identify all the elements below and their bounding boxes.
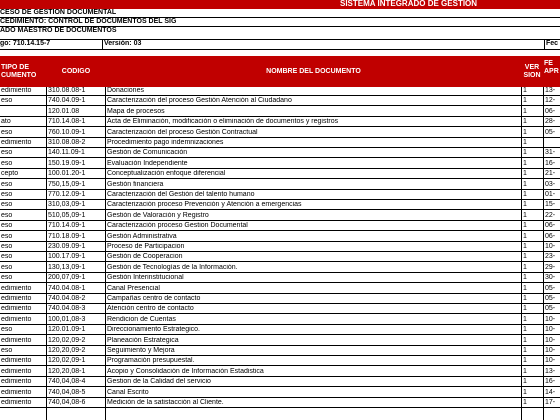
cell-document-name: Gestion de la Calidad del servicio bbox=[107, 378, 211, 386]
cell-version: 1 bbox=[523, 180, 527, 188]
table-row[interactable] bbox=[0, 285, 560, 294]
cell-version: 1 bbox=[523, 357, 527, 365]
cell-version: 1 bbox=[523, 305, 527, 313]
system-title-bar bbox=[0, 0, 560, 9]
cell-document-type: cepto bbox=[1, 170, 19, 178]
cell-document-type: eso bbox=[1, 191, 13, 198]
column-header-code: CODIGO bbox=[61, 68, 91, 75]
cell-code: 100,01,08-3 bbox=[48, 315, 86, 323]
cell-version: 1 bbox=[523, 367, 527, 375]
cell-code: 750,15,09-1 bbox=[48, 180, 86, 188]
system-title: SISTEMA INTEGRADO DE GESTION bbox=[340, 0, 478, 8]
table-row[interactable] bbox=[0, 181, 560, 190]
cell-approval-date: 30- bbox=[545, 274, 556, 282]
cell-document-type: eso bbox=[1, 97, 13, 105]
cell-approval-date: 05- bbox=[545, 305, 556, 313]
cell-document-name: Gestión de Tecnologías de la Información. bbox=[107, 263, 238, 271]
cell-approval-date: 17- bbox=[545, 399, 556, 406]
cell-version: 1 bbox=[523, 295, 527, 302]
cell-document-type: edimiento bbox=[1, 388, 32, 396]
cell-approval-date: 16- bbox=[545, 159, 556, 167]
cell-code: 120,02,09-1 bbox=[48, 357, 86, 365]
table-row[interactable] bbox=[0, 191, 560, 200]
cell-version: 1 bbox=[523, 399, 527, 406]
cell-document-type: edimiento bbox=[1, 336, 32, 344]
table-row[interactable] bbox=[0, 389, 560, 398]
column-header-approval-date: FE APR bbox=[544, 60, 559, 75]
cell-document-name: Evaluación Independiente bbox=[107, 159, 188, 167]
cell-approval-date: 10- bbox=[545, 336, 556, 344]
cell-document-name: Gestión de Valoración y Registro bbox=[107, 211, 209, 219]
cell-approval-date: 06- bbox=[545, 107, 556, 115]
cell-version: 1 bbox=[523, 191, 527, 198]
cell-document-name: Gestión de Cooperacion bbox=[107, 253, 183, 261]
cell-document-name: Proceso de Participacion bbox=[107, 243, 185, 250]
cell-document-type: eso bbox=[1, 253, 13, 261]
table-row[interactable] bbox=[0, 357, 560, 366]
cell-version: 1 bbox=[523, 263, 527, 271]
cell-code: 740,04,08-5 bbox=[48, 388, 86, 396]
cell-approval-date: 13- bbox=[545, 87, 556, 94]
cell-version: 1 bbox=[523, 388, 527, 396]
cell-code: 310,03,09-1 bbox=[48, 201, 86, 209]
cell-version: 1 bbox=[523, 170, 527, 178]
cell-document-name: Acta de Eliminación, modificación o eliminación de documentos y registros bbox=[107, 118, 339, 126]
cell-document-type: ato bbox=[1, 118, 11, 126]
cell-document-type: eso bbox=[1, 128, 13, 136]
document-code: go: 710.14.15-7 bbox=[0, 40, 103, 49]
table-row[interactable] bbox=[0, 253, 560, 262]
column-header-type-label: TIPO DE CUMENTO bbox=[1, 64, 37, 79]
cell-code: 710.14.09-1 bbox=[48, 222, 86, 230]
column-header-type bbox=[0, 64, 46, 80]
cell-approval-date: 05- bbox=[545, 128, 556, 136]
cell-code: 100.01.20-1 bbox=[48, 170, 86, 178]
column-header-version: VER SION bbox=[523, 64, 541, 79]
table-row[interactable] bbox=[0, 233, 560, 242]
cell-document-name: Medición de la satistacción al Cliente. bbox=[107, 399, 224, 406]
cell-code: 120,20,09-2 bbox=[48, 347, 86, 354]
cell-approval-date: 10- bbox=[545, 315, 556, 323]
cell-approval-date: 22- bbox=[545, 211, 556, 219]
cell-version: 1 bbox=[523, 201, 527, 209]
table-row[interactable] bbox=[0, 264, 560, 273]
cell-code: 710.18.09-1 bbox=[48, 232, 86, 240]
cell-document-type: edimiento bbox=[1, 284, 32, 292]
cell-version: 1 bbox=[523, 107, 527, 115]
cell-approval-date: 14- bbox=[545, 388, 556, 396]
document-version: Versión: 03 bbox=[104, 40, 545, 49]
cell-document-name: Direccionamiento Estrategico. bbox=[107, 326, 200, 334]
table-header bbox=[0, 56, 560, 87]
cell-code: 100.17.09-1 bbox=[48, 253, 86, 261]
cell-approval-date: 12- bbox=[545, 97, 556, 105]
cell-document-name: Rendicion de Cuentas bbox=[107, 315, 176, 323]
cell-version: 1 bbox=[523, 347, 527, 354]
cell-code: 120,20,08-1 bbox=[48, 367, 86, 375]
procedure-line: CEDIMIENTO: CONTROL DE DOCUMENTOS DEL SIG bbox=[0, 18, 177, 25]
cell-version: 1 bbox=[523, 149, 527, 157]
cell-document-name: Gestión Administrativa bbox=[107, 232, 177, 240]
cell-document-type: eso bbox=[1, 159, 13, 167]
table-row[interactable] bbox=[0, 274, 560, 283]
cell-code: 230.09.09-1 bbox=[48, 243, 86, 250]
cell-document-type: eso bbox=[1, 180, 13, 188]
cell-document-name: Seguimiento y Mejora bbox=[107, 347, 175, 354]
cell-approval-date: 28- bbox=[545, 118, 556, 126]
table-row[interactable] bbox=[0, 316, 560, 325]
cell-document-name: Gestión financiera bbox=[107, 180, 164, 188]
table-row[interactable] bbox=[0, 170, 560, 179]
table-row[interactable] bbox=[0, 222, 560, 231]
cell-code: 200,07,09-1 bbox=[48, 274, 86, 282]
cell-document-type: eso bbox=[1, 326, 13, 334]
cell-document-type: eso bbox=[1, 211, 13, 219]
table-row[interactable] bbox=[0, 295, 560, 304]
cell-document-type: edimiento bbox=[1, 305, 32, 313]
cell-version: 1 bbox=[523, 284, 527, 292]
cell-document-type: eso bbox=[1, 274, 13, 282]
cell-document-name: Atención centro de contacto bbox=[107, 305, 194, 313]
cell-version: 1 bbox=[523, 315, 527, 323]
cell-document-type: edimiento bbox=[1, 367, 32, 375]
cell-document-type: eso bbox=[1, 243, 13, 250]
cell-document-type: eso bbox=[1, 201, 13, 209]
cell-version: 1 bbox=[523, 118, 527, 126]
cell-version: 1 bbox=[523, 159, 527, 167]
process-line: CESO DE GESTION DOCUMENTAL bbox=[0, 9, 117, 16]
cell-approval-date: 29- bbox=[545, 263, 556, 271]
cell-code: 710.14.08-1 bbox=[48, 118, 86, 126]
cell-document-name: Gestión de Comunicación bbox=[107, 149, 188, 157]
cell-version: 1 bbox=[523, 274, 527, 282]
cell-code: 120,02,09-2 bbox=[48, 336, 86, 344]
cell-document-name: Procedimiento pago indemnizaciones bbox=[107, 139, 224, 146]
table-row[interactable] bbox=[0, 337, 560, 346]
divider bbox=[0, 49, 560, 50]
cell-code: 120.01.08 bbox=[48, 107, 80, 115]
cell-document-name: Caracterización del proceso Gestión Atención al Ciudadano bbox=[107, 97, 292, 105]
cell-approval-date: 03- bbox=[545, 180, 556, 188]
cell-document-type: eso bbox=[1, 149, 13, 157]
cell-document-type: edimiento bbox=[1, 357, 32, 365]
cell-version: 1 bbox=[523, 211, 527, 219]
cell-document-type: eso bbox=[1, 347, 13, 354]
cell-code: 310.08.08-2 bbox=[48, 139, 86, 146]
cell-code: 740.04.09-1 bbox=[48, 97, 86, 105]
cell-document-type: edimiento bbox=[1, 139, 32, 146]
cell-approval-date: 10- bbox=[545, 347, 556, 354]
cell-document-name: Caracterización proceso Prevención y Atención a emergencias bbox=[107, 201, 302, 209]
table-row[interactable] bbox=[0, 97, 560, 106]
cell-version: 1 bbox=[523, 139, 527, 146]
cell-document-type: edimiento bbox=[1, 378, 32, 386]
cell-code: 740,04,08-6 bbox=[48, 399, 86, 406]
table-row[interactable] bbox=[0, 160, 560, 169]
cell-version: 1 bbox=[523, 253, 527, 261]
cell-approval-date: 10- bbox=[545, 326, 556, 334]
cell-document-name: Campañas centro de contacto bbox=[107, 295, 201, 302]
cell-approval-date: 06- bbox=[545, 232, 556, 240]
table-row[interactable] bbox=[0, 129, 560, 138]
cell-document-type: edimiento bbox=[1, 315, 32, 323]
cell-code: 130,13,09-1 bbox=[48, 263, 86, 271]
cell-document-name: Mapa de procesos bbox=[107, 107, 165, 115]
cell-version: 1 bbox=[523, 378, 527, 386]
cell-document-type: eso bbox=[1, 263, 13, 271]
cell-approval-date: 23- bbox=[545, 253, 556, 261]
cell-approval-date: 06- bbox=[545, 222, 556, 230]
cell-document-name: Caracterización proceso Gestion Documental bbox=[107, 222, 248, 230]
cell-document-type: edimiento bbox=[1, 399, 32, 406]
cell-document-name: Caracterización del Gestión del talento humano bbox=[107, 191, 255, 198]
table-row[interactable] bbox=[0, 243, 560, 252]
cell-document-name: Gestión Interinstitucional bbox=[107, 274, 184, 282]
table-row[interactable] bbox=[0, 326, 560, 335]
cell-document-name: Acopio y Consolidación de Información Estadistica bbox=[107, 367, 264, 375]
cell-approval-date: 21- bbox=[545, 170, 556, 178]
table-row[interactable] bbox=[0, 368, 560, 377]
cell-document-type: edimiento bbox=[1, 295, 32, 302]
cell-approval-date: 05- bbox=[545, 284, 556, 292]
table-row[interactable] bbox=[0, 212, 560, 221]
cell-code: 510,05,09-1 bbox=[48, 211, 86, 219]
cell-document-name: Donaciones bbox=[107, 87, 144, 94]
cell-version: 1 bbox=[523, 87, 527, 94]
cell-approval-date: 05- bbox=[545, 295, 556, 302]
table-row[interactable] bbox=[0, 118, 560, 127]
cell-document-name: Programación presupuestal. bbox=[107, 357, 195, 365]
cell-document-type: eso bbox=[1, 222, 13, 230]
cell-approval-date: 10- bbox=[545, 357, 556, 365]
cell-code: 760.10.09-1 bbox=[48, 128, 86, 136]
cell-code: 740,04,08-4 bbox=[48, 378, 86, 386]
cell-version: 1 bbox=[523, 336, 527, 344]
table-row[interactable] bbox=[0, 305, 560, 314]
cell-code: 120.01.09-1 bbox=[48, 326, 86, 334]
table-row[interactable] bbox=[0, 399, 560, 408]
column-header-name: NOMBRE DEL DOCUMENTO bbox=[266, 68, 361, 75]
cell-version: 1 bbox=[523, 243, 527, 250]
listing-title-line: ADO MAESTRO DE DOCUMENTOS bbox=[0, 27, 117, 34]
cell-code: 740.04.08-1 bbox=[48, 284, 86, 292]
cell-approval-date: 10- bbox=[545, 243, 556, 250]
cell-document-name: Canal Presencial bbox=[107, 284, 160, 292]
cell-code: 740.04.08-2 bbox=[48, 295, 86, 302]
cell-document-type: eso bbox=[1, 232, 13, 240]
cell-code: 740.04.08-3 bbox=[48, 305, 86, 313]
table-row[interactable] bbox=[0, 108, 560, 117]
cell-approval-date: 31- bbox=[545, 149, 556, 157]
cell-version: 1 bbox=[523, 326, 527, 334]
cell-approval-date: 01- bbox=[545, 191, 556, 198]
cell-document-name: Planeación Estrategica bbox=[107, 336, 179, 344]
cell-version: 1 bbox=[523, 232, 527, 240]
cell-code: 310.08.08-1 bbox=[48, 87, 86, 94]
cell-code: 150.19.09-1 bbox=[48, 159, 86, 167]
table-row[interactable] bbox=[0, 201, 560, 210]
cell-document-name: Canal Escrito bbox=[107, 388, 149, 396]
cell-code: 140.11.09-1 bbox=[48, 149, 85, 157]
table-row[interactable] bbox=[0, 87, 560, 96]
table-row[interactable] bbox=[0, 347, 560, 356]
cell-document-name: Conceptualización enfoque diferencial bbox=[107, 170, 226, 178]
document-date-label: Fec bbox=[546, 40, 559, 47]
table-row[interactable] bbox=[0, 378, 560, 387]
cell-approval-date: 16- bbox=[545, 378, 556, 386]
cell-version: 1 bbox=[523, 222, 527, 230]
cell-version: 1 bbox=[523, 128, 527, 136]
cell-document-type: edimiento bbox=[1, 87, 32, 94]
cell-document-name: Caracterización del proceso Gestión Contractual bbox=[107, 128, 258, 136]
cell-approval-date: 15- bbox=[545, 201, 556, 209]
cell-approval-date: 13- bbox=[545, 367, 556, 375]
table-row[interactable] bbox=[0, 139, 560, 148]
table-row[interactable] bbox=[0, 149, 560, 158]
cell-version: 1 bbox=[523, 97, 527, 105]
cell-code: 770.12.09-1 bbox=[48, 191, 86, 198]
